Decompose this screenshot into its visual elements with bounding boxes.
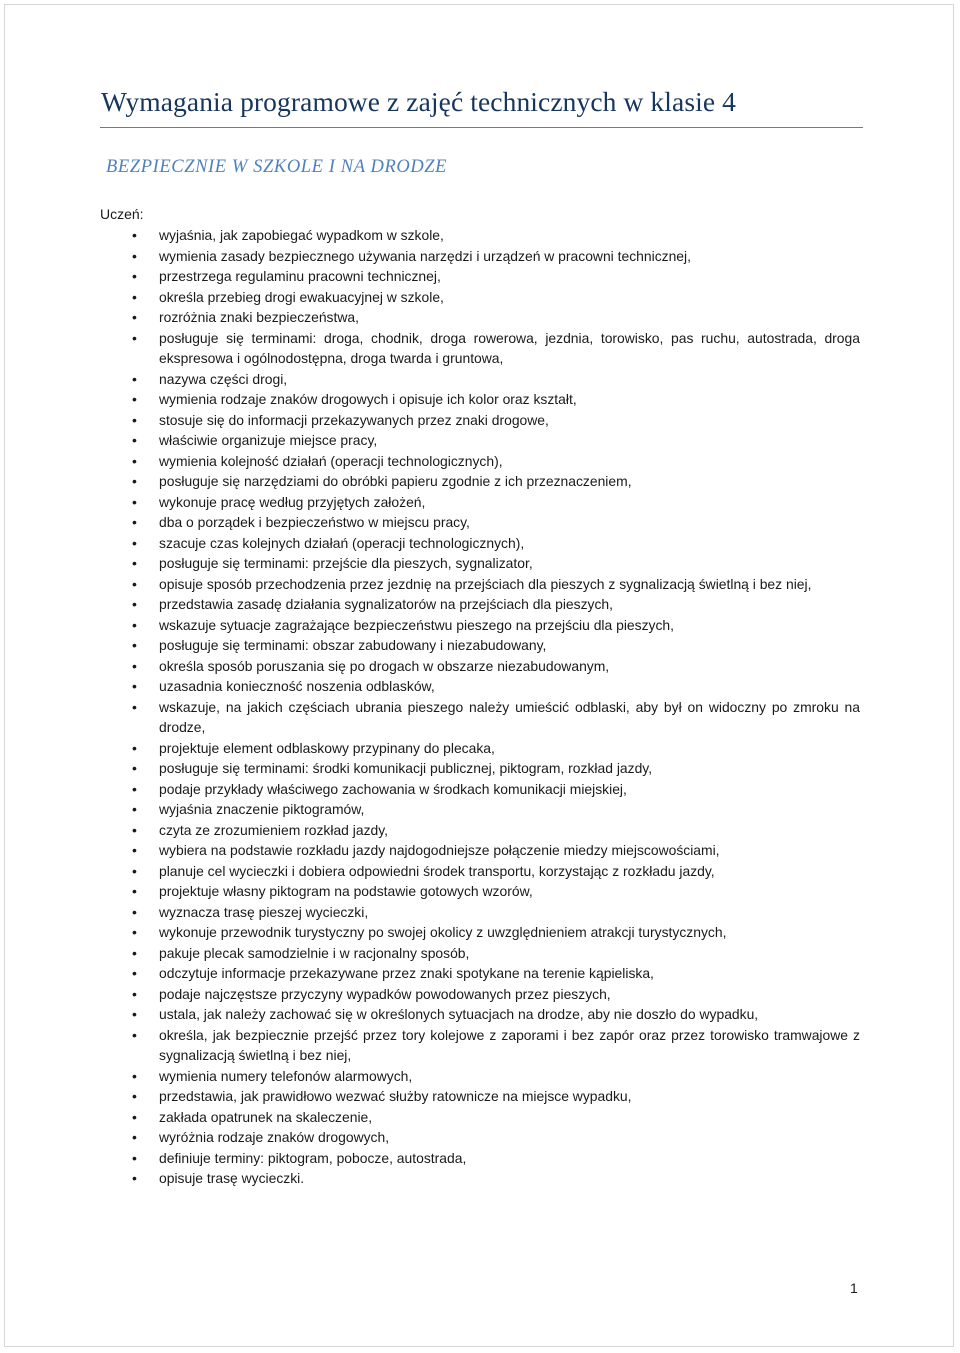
- list-item: [100, 246, 860, 267]
- bullet-icon: •: [132, 1129, 137, 1145]
- list-item-text: opisuje trasę wycieczki.: [159, 1170, 305, 1186]
- bullet-icon: •: [132, 637, 137, 653]
- bullet-icon: •: [132, 801, 137, 817]
- list-item: [100, 471, 860, 492]
- list-item: [100, 1148, 860, 1169]
- list-item: [100, 307, 860, 328]
- list-item-text: wyznacza trasę pieszej wycieczki,: [159, 903, 369, 920]
- bullet-icon: •: [132, 473, 137, 489]
- list-item: [100, 635, 860, 656]
- section-heading: BEZPIECZNIE W SZKOLE I NA DRODZE: [106, 157, 448, 177]
- list-item-text: wymienia kolejność działań (operacji technologicznych),: [159, 452, 503, 469]
- list-item: [100, 1066, 860, 1087]
- title-underline: [100, 127, 863, 128]
- list-item: [100, 389, 860, 410]
- bullet-icon: •: [132, 1170, 137, 1186]
- list-item-text: określa sposób poruszania się po drogach w obszarze niezabudowanym,: [159, 657, 610, 674]
- list-item: [100, 287, 860, 308]
- list-item: [100, 676, 860, 697]
- bullet-icon: •: [132, 575, 137, 592]
- list-item-text: posługuje się terminami: obszar zabudowany i niezabudowany,: [159, 637, 547, 653]
- list-item: [100, 1004, 860, 1025]
- list-item-text: przestrzega regulaminu pracowni technicznej,: [159, 268, 441, 284]
- list-item: [100, 697, 860, 738]
- bullet-icon: •: [132, 247, 137, 264]
- document-title: Wymagania programowe z zajęć technicznych w klasie 4: [101, 86, 736, 117]
- list-item-text: wyjaśnia znaczenie piktogramów,: [159, 801, 365, 817]
- list-item: [100, 615, 860, 636]
- bullet-icon: •: [132, 698, 137, 715]
- list-item-text: podaje najczęstsze przyczyny wypadków powodowanych przez pieszych,: [159, 985, 611, 1002]
- bullet-icon: •: [132, 411, 137, 428]
- list-item: [100, 266, 860, 287]
- bullet-icon: •: [132, 1067, 137, 1084]
- list-item: [100, 1025, 860, 1066]
- list-item: [100, 594, 860, 615]
- list-item-text: nazywa części drogi,: [159, 370, 288, 387]
- list-item: [100, 963, 860, 984]
- list-item-text: wskazuje, na jakich częściach ubrania pieszego należy umieścić odblaski, aby był on widoczny po zmroku na drodze,: [159, 698, 860, 735]
- list-item-text: projektuje element odblaskowy przypinany do plecaka,: [159, 739, 495, 756]
- bullet-icon: •: [132, 1006, 137, 1022]
- bullet-icon: •: [132, 903, 137, 920]
- list-item: [100, 553, 860, 574]
- list-item-text: zakłada opatrunek na skaleczenie,: [159, 1108, 373, 1125]
- bullet-icon: •: [132, 760, 137, 776]
- list-item: [100, 533, 860, 554]
- list-item-text: określa przebieg drogi ewakuacyjnej w szkole,: [159, 288, 444, 305]
- list-item: [100, 430, 860, 451]
- list-item: [100, 861, 860, 882]
- list-item: [100, 840, 860, 861]
- list-item: [100, 574, 860, 595]
- list-item-text: planuje cel wycieczki i dobiera odpowiedni środek transportu, korzystając z rozkładu jazdy,: [159, 862, 715, 879]
- list-item-text: wykonuje przewodnik turystyczny po swojej okolicy z uwzględnieniem atrakcji turystycznych,: [159, 924, 727, 940]
- list-item-text: wyjaśnia, jak zapobiegać wypadkom w szkole,: [159, 227, 444, 243]
- bullet-icon: •: [132, 862, 137, 879]
- list-item: [100, 758, 860, 779]
- bullet-icon: •: [132, 514, 137, 530]
- list-item: [100, 328, 860, 369]
- bullet-icon: •: [132, 493, 137, 510]
- list-item-text: wykonuje pracę według przyjętych założeń,: [159, 493, 426, 510]
- list-item-text: określa, jak bezpiecznie przejść przez tory kolejowe z zaporami i bez zapór oraz przez torowisko tramwajowe z sygnalizacją świetlną i bez niej,: [159, 1026, 860, 1063]
- list-item: [100, 984, 860, 1005]
- list-item: [100, 1107, 860, 1128]
- bullet-icon: •: [132, 821, 137, 838]
- list-item-text: definiuje terminy: piktogram, pobocze, autostrada,: [159, 1149, 467, 1166]
- list-item-text: posługuje się terminami: środki komunikacji publicznej, piktogram, rozkład jazdy,: [159, 760, 653, 776]
- list-item: [100, 1127, 860, 1148]
- list-item-text: stosuje się do informacji przekazywanych przez znaki drogowe,: [159, 411, 549, 428]
- list-item: [100, 369, 860, 390]
- list-item: [100, 225, 860, 246]
- requirements-list: [100, 225, 860, 1189]
- bullet-icon: •: [132, 678, 137, 694]
- list-item-text: wymienia numery telefonów alarmowych,: [159, 1067, 413, 1084]
- list-item: [100, 922, 860, 943]
- list-item-text: dba o porządek i bezpieczeństwo w miejscu pracy,: [159, 514, 470, 530]
- bullet-icon: •: [132, 944, 137, 961]
- list-item: [100, 410, 860, 431]
- bullet-icon: •: [132, 985, 137, 1002]
- bullet-icon: •: [132, 1026, 137, 1043]
- list-item-text: przedstawia, jak prawidłowo wezwać służby ratownicze na miejsce wypadku,: [159, 1088, 632, 1104]
- bullet-icon: •: [132, 268, 137, 284]
- bullet-icon: •: [132, 227, 137, 243]
- list-item: [100, 1168, 860, 1189]
- list-item-text: wybiera na podstawie rozkładu jazdy najdogodniejsze połączenie miedzy miejscowościami,: [159, 842, 720, 858]
- bullet-icon: •: [132, 739, 137, 756]
- bullet-icon: •: [132, 534, 137, 551]
- list-item-text: podaje przykłady właściwego zachowania w środkach komunikacji miejskiej,: [159, 780, 627, 797]
- list-item: [100, 1086, 860, 1107]
- list-item-text: odczytuje informacje przekazywane przez znaki spotykane na terenie kąpieliska,: [159, 965, 654, 981]
- list-item: [100, 820, 860, 841]
- list-item: [100, 451, 860, 472]
- list-item-text: posługuje się narzędziami do obróbki papieru zgodnie z ich przeznaczeniem,: [159, 473, 632, 489]
- list-item-text: posługuje się terminami: droga, chodnik, droga rowerowa, jezdnia, torowisko, pas ruchu, autostrada, droga ekspresowa i ogólnodostępna, droga twarda i gruntowa,: [159, 329, 860, 366]
- list-item-text: rozróżnia znaki bezpieczeństwa,: [159, 309, 359, 325]
- list-item-text: wskazuje sytuacje zagrażające bezpieczeństwu pieszego na przejściu dla pieszych,: [159, 616, 674, 633]
- list-item: [100, 738, 860, 759]
- bullet-icon: •: [132, 780, 137, 797]
- list-item-text: opisuje sposób przechodzenia przez jezdnię na przejściach dla pieszych z sygnalizacją świetlną i bez niej,: [159, 575, 812, 592]
- bullet-icon: •: [132, 309, 137, 325]
- bullet-icon: •: [132, 965, 137, 981]
- list-item: [100, 512, 860, 533]
- list-item-text: wymienia rodzaje znaków drogowych i opisuje ich kolor oraz kształt,: [159, 391, 577, 407]
- list-item: [100, 943, 860, 964]
- bullet-icon: •: [132, 452, 137, 469]
- bullet-icon: •: [132, 288, 137, 305]
- list-item: [100, 881, 860, 902]
- list-item-text: projektuje własny piktogram na podstawie gotowych wzorów,: [159, 883, 533, 899]
- list-item: [100, 799, 860, 820]
- bullet-icon: •: [132, 1149, 137, 1166]
- bullet-icon: •: [132, 1108, 137, 1125]
- bullet-icon: •: [132, 657, 137, 674]
- list-item-text: szacuje czas kolejnych działań (operacji technologicznych),: [159, 534, 525, 551]
- intro-label: Uczeń:: [100, 206, 144, 222]
- list-item-text: wymienia zasady bezpiecznego używania narzędzi i urządzeń w pracowni technicznej,: [159, 247, 691, 264]
- list-item-text: pakuje plecak samodzielnie i w racjonalny sposób,: [159, 944, 470, 961]
- list-item-text: uzasadnia konieczność noszenia odblasków,: [159, 678, 435, 694]
- list-item: [100, 902, 860, 923]
- bullet-icon: •: [132, 924, 137, 940]
- bullet-icon: •: [132, 391, 137, 407]
- bullet-icon: •: [132, 432, 137, 448]
- list-item-text: ustala, jak należy zachować się w określonych sytuacjach na drodze, aby nie doszło do wypadku,: [159, 1006, 759, 1022]
- list-item-text: wyróżnia rodzaje znaków drogowych,: [159, 1129, 390, 1145]
- list-item-text: posługuje się terminami: przejście dla pieszych, sygnalizator,: [159, 555, 533, 571]
- bullet-icon: •: [132, 883, 137, 899]
- list-item-text: przedstawia zasadę działania sygnalizatorów na przejściach dla pieszych,: [159, 596, 614, 612]
- bullet-icon: •: [132, 596, 137, 612]
- list-item-text: czyta ze zrozumieniem rozkład jazdy,: [159, 821, 389, 838]
- list-item-text: właściwie organizuje miejsce pracy,: [159, 432, 378, 448]
- bullet-icon: •: [132, 842, 137, 858]
- bullet-icon: •: [132, 329, 137, 346]
- list-item: [100, 656, 860, 677]
- bullet-icon: •: [132, 370, 137, 387]
- bullet-icon: •: [132, 555, 137, 571]
- page-number: 1: [850, 1280, 858, 1296]
- bullet-icon: •: [132, 616, 137, 633]
- list-item: [100, 492, 860, 513]
- list-item: [100, 779, 860, 800]
- bullet-icon: •: [132, 1088, 137, 1104]
